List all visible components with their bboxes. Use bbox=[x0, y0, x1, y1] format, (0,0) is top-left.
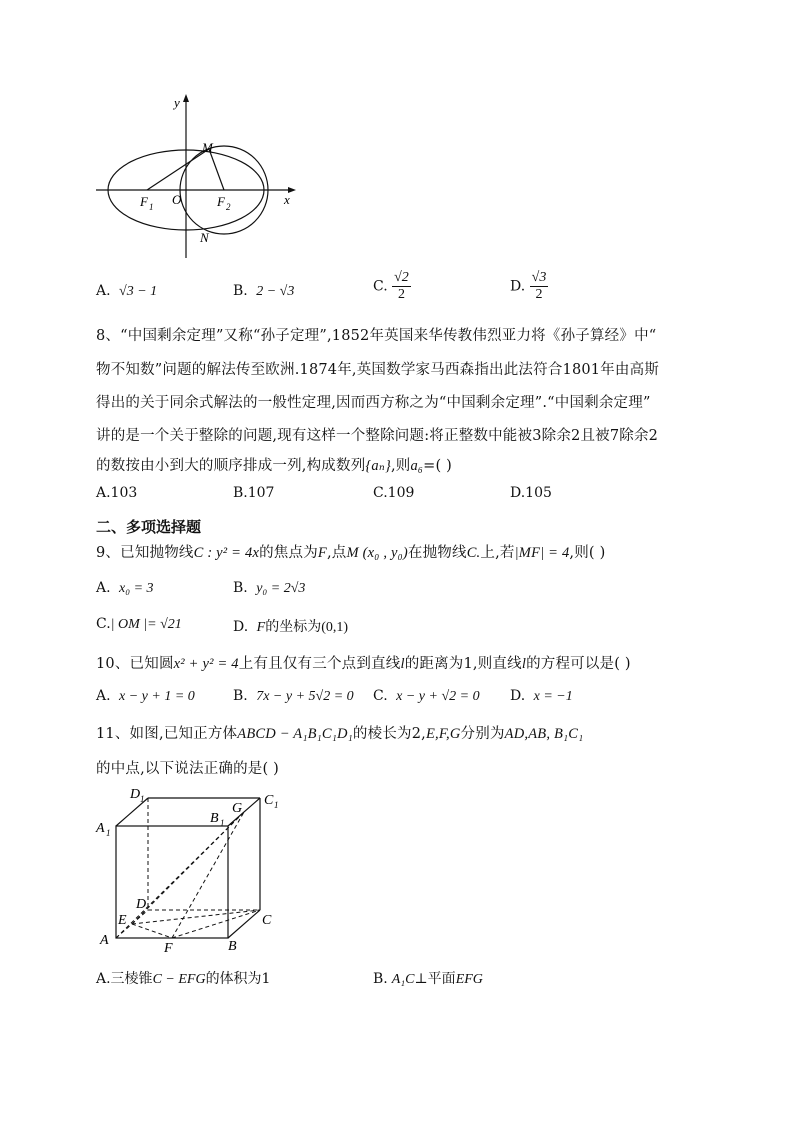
option-value: x − y + 1 = 0 bbox=[119, 689, 195, 704]
q9-mid4: 上,若 bbox=[480, 545, 515, 561]
option-letter: A. bbox=[96, 580, 111, 596]
q11-a-post: 的体积为1 bbox=[205, 971, 271, 987]
label-f1-sub: 1 bbox=[149, 202, 154, 212]
option-value: y₀ = 2√3 bbox=[256, 581, 306, 596]
option-letter: A. bbox=[96, 688, 111, 704]
q9-mid1: 的焦点为 bbox=[259, 545, 318, 561]
fraction-numerator: √2 bbox=[394, 270, 409, 285]
q11-stem-line-1 bbox=[96, 722, 583, 743]
option-letter: D. bbox=[510, 688, 526, 704]
label-a: A bbox=[100, 933, 109, 948]
q9-option-c bbox=[96, 616, 182, 633]
option-letter: C. bbox=[96, 616, 111, 632]
label-o: O bbox=[172, 192, 182, 207]
label-c1: C bbox=[264, 793, 274, 808]
segment-f2-m bbox=[209, 149, 224, 190]
label-a1-sub: 1 bbox=[106, 828, 111, 838]
label-y: y bbox=[174, 95, 180, 110]
edge-b-c bbox=[228, 910, 260, 938]
fraction bbox=[392, 270, 411, 303]
q11-b-mid: ⊥平面 bbox=[414, 971, 456, 987]
q11-stem-line-2: 的中点,以下说法正确的是( ) bbox=[96, 761, 280, 777]
q8-line-2: 物不知数”问题的解法传至欧洲.1874年,英国数学家马西森指出此法符合1801年由高斯 bbox=[96, 362, 660, 378]
option-value: | OM |= √21 bbox=[110, 617, 182, 632]
label-e: E bbox=[118, 913, 127, 928]
points-efg: E,F,G bbox=[425, 726, 461, 742]
q11-pre: 11、如图,已知正方体 bbox=[96, 726, 238, 742]
label-f: F bbox=[164, 941, 173, 956]
q7-option-a bbox=[96, 283, 157, 300]
cube-figure bbox=[94, 784, 294, 956]
q10-post: 的方程可以是( ) bbox=[526, 656, 631, 672]
q8-line-5-mid: ,则 bbox=[390, 458, 411, 474]
label-b: B bbox=[228, 939, 237, 954]
q7-option-b bbox=[233, 283, 294, 300]
q8-line-3: 得出的关于同余式解法的一般性定理,因而西方称之为“中国剩余定理”.“中国剩余定理” bbox=[96, 395, 651, 411]
q11-b-pre: B. bbox=[373, 971, 388, 987]
label-d1: D bbox=[130, 787, 141, 802]
y-axis-arrow bbox=[183, 94, 189, 102]
q8-option-a: A.103 bbox=[96, 485, 138, 501]
q10-pre: 10、已知圆 bbox=[96, 656, 174, 672]
line-l: l bbox=[400, 656, 405, 672]
option-letter: C. bbox=[373, 688, 388, 704]
label-a1: A bbox=[96, 821, 105, 836]
q9-stem bbox=[96, 541, 605, 562]
option-value: 7x − y + 5√2 = 0 bbox=[256, 689, 354, 704]
option-letter: A. bbox=[96, 283, 111, 299]
q8-line-5-pre: 的数按由小到大的顺序排成一列,构成数列 bbox=[96, 458, 366, 474]
focus-f: F bbox=[317, 545, 327, 561]
q9-option-b bbox=[233, 580, 305, 597]
focus-var: F bbox=[256, 620, 266, 635]
label-m: M bbox=[202, 140, 213, 155]
q9-pre: 9、已知抛物线 bbox=[96, 545, 194, 561]
segment-a1-c bbox=[116, 812, 244, 938]
ellipse-figure bbox=[92, 92, 307, 264]
label-c1-sub: 1 bbox=[274, 800, 279, 810]
q11-option-b bbox=[373, 968, 483, 988]
segment-e-c bbox=[132, 910, 260, 924]
option-letter: B. bbox=[233, 580, 248, 596]
cube-name: ABCD − A₁B₁C₁D₁ bbox=[237, 726, 353, 742]
label-f1: F bbox=[140, 194, 148, 209]
option-text: 的坐标为 bbox=[265, 619, 322, 635]
option-letter: D. bbox=[510, 278, 526, 295]
label-n: N bbox=[200, 230, 209, 245]
q10-mid: 上有且仅有三个点到直线 bbox=[238, 656, 401, 672]
curve-c: C. bbox=[466, 545, 481, 561]
q8-line-5 bbox=[96, 454, 452, 475]
q8-line-1: 8、“中国剩余定理”又称“孙子定理”,1852年英国来华传教伟烈亚力将《孙子算经》中“ bbox=[96, 328, 657, 344]
option-value: x − y + √2 = 0 bbox=[396, 689, 480, 704]
label-b1-sub: 1 bbox=[220, 818, 225, 828]
q10-option-d bbox=[510, 688, 573, 705]
option-value: x₀ = 3 bbox=[119, 581, 154, 596]
line-l: l bbox=[521, 656, 527, 672]
q10-option-c bbox=[373, 688, 480, 705]
option-value: √3 − 1 bbox=[119, 284, 158, 299]
segment-e-f bbox=[132, 924, 172, 938]
label-g: G bbox=[232, 801, 243, 816]
fraction-denominator: 2 bbox=[397, 287, 405, 302]
option-letter: B. bbox=[233, 283, 248, 299]
segment-f1-m bbox=[147, 149, 209, 190]
q9-option-d bbox=[233, 616, 348, 636]
plane-efg: EFG bbox=[455, 972, 483, 987]
focus-coord: (0,1) bbox=[321, 620, 349, 635]
option-letter: D. bbox=[233, 619, 249, 635]
circle-equation: x² + y² = 4 bbox=[173, 656, 239, 672]
label-x: x bbox=[284, 192, 290, 207]
label-d: D bbox=[136, 897, 147, 912]
pyramid-name: C − EFG bbox=[152, 972, 206, 987]
q10-option-a bbox=[96, 688, 195, 705]
q11-mid: 的棱长为2, bbox=[352, 726, 426, 742]
q8-option-d: D.105 bbox=[510, 485, 552, 501]
segment-f-c bbox=[172, 910, 260, 938]
label-f2: F bbox=[217, 194, 225, 209]
segment-f-g bbox=[172, 812, 244, 938]
fraction-denominator: 2 bbox=[535, 287, 543, 302]
q10-stem bbox=[96, 652, 631, 673]
q9-option-a bbox=[96, 580, 154, 597]
edges: AD,AB, B₁C₁ bbox=[504, 726, 584, 742]
point-m: M (x₀ , y₀) bbox=[346, 545, 408, 561]
q11-mid2: 分别为 bbox=[460, 726, 505, 742]
q10-mid2: 的距离为1,则直线 bbox=[404, 656, 522, 672]
option-letter: C. bbox=[373, 278, 388, 295]
option-letter: B. bbox=[233, 688, 248, 704]
label-c: C bbox=[262, 913, 272, 928]
fraction bbox=[530, 270, 549, 303]
q7-option-d bbox=[510, 270, 548, 303]
sequence-notation: {aₙ} bbox=[365, 458, 391, 474]
a6-term: a₆ bbox=[410, 458, 424, 474]
q8-option-c: C.109 bbox=[373, 485, 415, 501]
q11-a-pre: A.三棱锥 bbox=[96, 971, 153, 987]
q9-mid2: ,点 bbox=[326, 545, 347, 561]
q11-option-a bbox=[96, 968, 270, 988]
label-d1-sub: 1 bbox=[140, 794, 145, 804]
q10-option-b bbox=[233, 688, 354, 705]
q8-option-b: B.107 bbox=[233, 485, 275, 501]
fraction-numerator: √3 bbox=[531, 270, 547, 285]
label-b1: B bbox=[210, 811, 219, 826]
parabola-equation: C : y² = 4x bbox=[193, 545, 260, 561]
q9-mid3: 在抛物线 bbox=[407, 545, 467, 561]
q7-option-c bbox=[373, 270, 411, 303]
section-heading: 二、多项选择题 bbox=[96, 518, 202, 536]
mf-condition: |MF| = 4 bbox=[514, 545, 570, 561]
line-a1c: A₁C bbox=[391, 972, 415, 987]
label-f2-sub: 2 bbox=[226, 202, 231, 212]
q9-post: ,则( ) bbox=[569, 545, 606, 561]
option-value: 2 − √3 bbox=[256, 284, 295, 299]
option-value: x = −1 bbox=[533, 689, 573, 704]
q8-line-4: 讲的是一个关于整除的问题,现有这样一个整除问题:将正整数中能被3除余2且被7除余2 bbox=[96, 428, 659, 444]
q8-line-5-post: =( ) bbox=[423, 458, 453, 474]
